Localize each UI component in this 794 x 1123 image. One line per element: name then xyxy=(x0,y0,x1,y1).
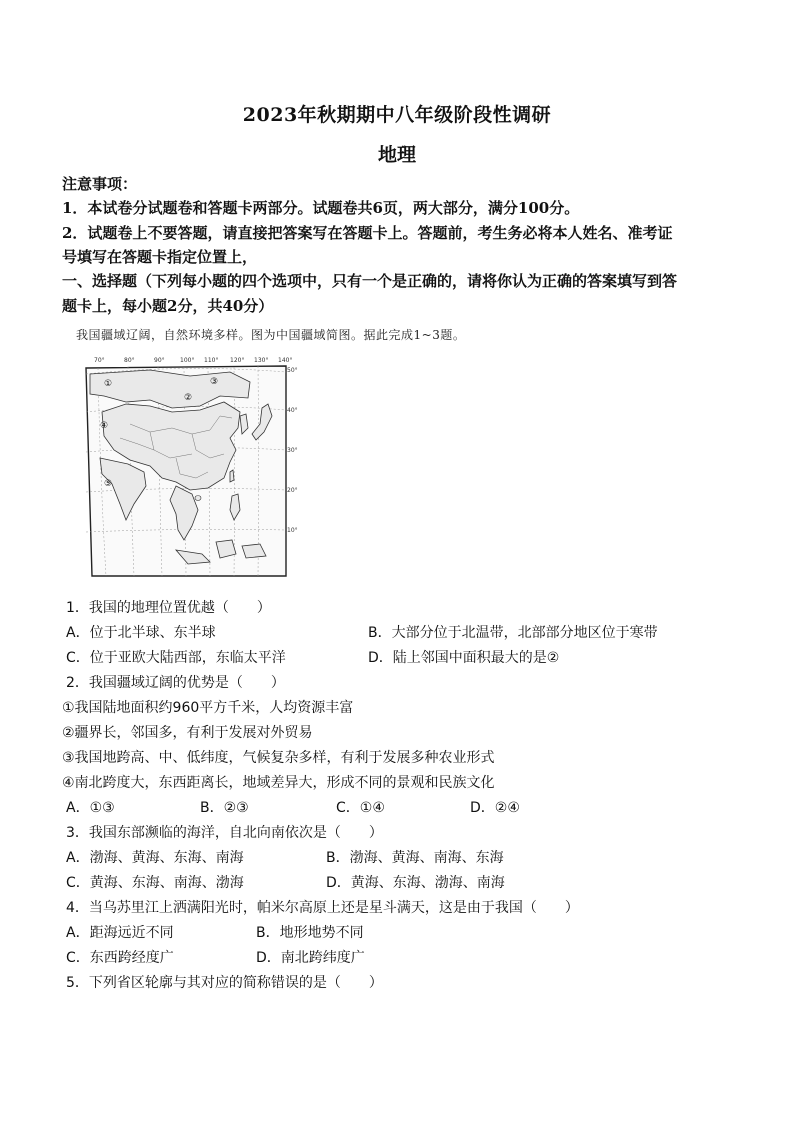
question-4-option-b: B．地形地势不同 xyxy=(256,925,364,941)
question-2-statement-2: ②疆界长，邻国多，有利于发展对外贸易 xyxy=(62,725,313,741)
lon-label-90: 90° xyxy=(154,357,165,364)
question-1-option-a: A．位于北半球、东半球 xyxy=(66,625,216,641)
map-marker-4: ④ xyxy=(100,421,109,431)
notes-heading: 注意事项： xyxy=(62,175,138,193)
question-4-option-a: A．距海远近不同 xyxy=(66,925,174,941)
question-4-stem: 4．当乌苏里江上洒满阳光时，帕米尔高原上还是星斗满天，这是由于我国（ ） xyxy=(66,900,579,916)
lat-label-40: 40° xyxy=(287,407,298,414)
section-heading-line-2: 题卡上，每小题2分，共40分） xyxy=(62,297,274,315)
section-heading-line-1: 一、选择题（下列每小题的四个选项中，只有一个是正确的，请将你认为正确的答案填写到答 xyxy=(62,272,678,290)
question-2-option-b: B．②③ xyxy=(200,800,249,816)
question-2-statement-1: ①我国陆地面积约960平方千米，人均资源丰富 xyxy=(62,700,354,716)
lon-label-130: 130° xyxy=(254,357,269,364)
map-intro-text: 我国疆域辽阔，自然环境多样。图为中国疆域简图。据此完成1~3题。 xyxy=(76,328,466,342)
subject-title: 地理 xyxy=(377,144,416,166)
lon-label-120: 120° xyxy=(230,357,245,364)
question-2-option-d: D．②④ xyxy=(470,800,520,816)
china-territory-map xyxy=(80,354,300,584)
note-item-1: 1．本试卷分试题卷和答题卡两部分。试题卷共6页，两大部分，满分100分。 xyxy=(62,199,580,217)
map-marker-3: ③ xyxy=(210,377,219,387)
lat-label-10: 10° xyxy=(287,527,298,534)
question-3-option-c: C．黄海、东海、南海、渤海 xyxy=(66,875,244,891)
question-1-stem: 1．我国的地理位置优越（ ） xyxy=(66,600,271,616)
lon-label-100: 100° xyxy=(180,357,195,364)
map-marker-5: ⑤ xyxy=(104,479,113,489)
question-3-stem: 3．我国东部濒临的海洋，自北向南依次是（ ） xyxy=(66,825,383,841)
question-4-option-c: C．东西跨经度广 xyxy=(66,950,174,966)
note-item-3: 号填写在答题卡指定位置上， xyxy=(62,248,258,266)
map-marker-2: ② xyxy=(184,393,193,403)
map-marker-1: ① xyxy=(104,379,113,389)
question-2-option-c: C．①④ xyxy=(336,800,385,816)
note-item-2: 2．试题卷上不要答题，请直接把答案写在答题卡上。答题前，考生务必将本人姓名、准考证 xyxy=(62,224,673,242)
question-4-option-d: D．南北跨纬度广 xyxy=(256,950,365,966)
lon-label-70: 70° xyxy=(94,357,105,364)
lat-label-50: 50° xyxy=(287,367,298,374)
lon-label-80: 80° xyxy=(124,357,135,364)
lon-label-110: 110° xyxy=(204,357,219,364)
question-3-option-d: D．黄海、东海、渤海、南海 xyxy=(326,875,505,891)
question-2-option-a: A．①③ xyxy=(66,800,115,816)
question-2-stem: 2．我国疆域辽阔的优势是（ ） xyxy=(66,675,285,691)
lat-label-30: 30° xyxy=(287,447,298,454)
question-1-option-b: B．大部分位于北温带，北部部分地区位于寒带 xyxy=(368,625,658,641)
question-5-stem: 5．下列省区轮廓与其对应的简称错误的是（ ） xyxy=(66,975,383,991)
lat-label-20: 20° xyxy=(287,487,298,494)
question-2-statement-4: ④南北跨度大，东西距离长，地域差异大，形成不同的景观和民族文化 xyxy=(62,775,495,791)
question-1-option-c: C．位于亚欧大陆西部，东临太平洋 xyxy=(66,650,286,666)
question-3-option-a: A．渤海、黄海、东海、南海 xyxy=(66,850,244,866)
lon-label-140: 140° xyxy=(278,357,293,364)
question-2-statement-3: ③我国地跨高、中、低纬度，气候复杂多样，有利于发展多种农业形式 xyxy=(62,750,495,766)
question-1-option-d: D．陆上邻国中面积最大的是② xyxy=(368,650,560,666)
exam-title: 2023年秋期期中八年级阶段性调研 xyxy=(242,104,552,126)
question-3-option-b: B．渤海、黄海、南海、东海 xyxy=(326,850,504,866)
